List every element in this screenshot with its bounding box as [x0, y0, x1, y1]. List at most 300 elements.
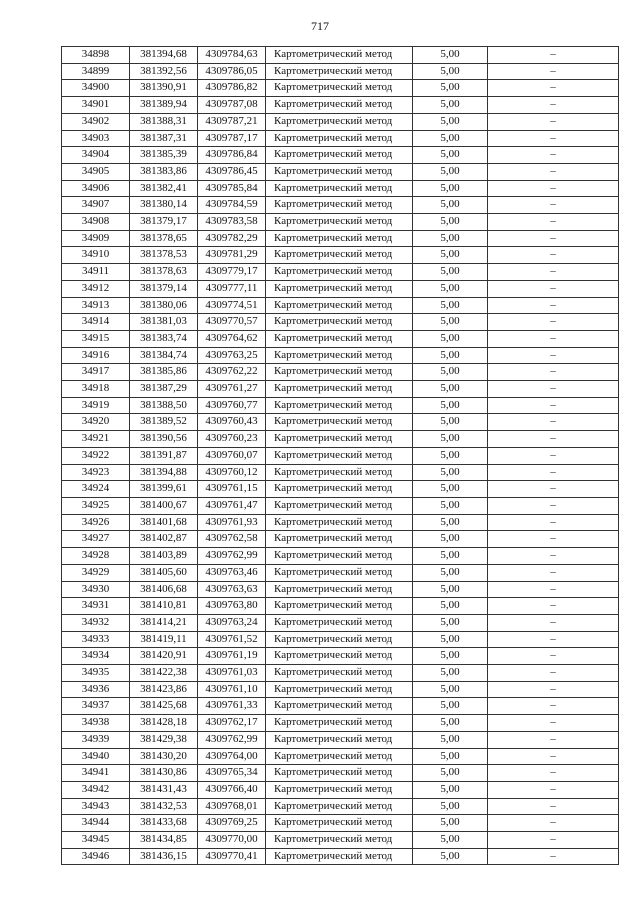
cell-method: Картометрический метод — [266, 514, 413, 531]
table-row — [62, 715, 619, 732]
cell-method: Картометрический метод — [266, 80, 413, 97]
cell-y-coordinate: 4309781,29 — [198, 247, 266, 264]
cell-x-coordinate: 381399,61 — [130, 481, 198, 498]
cell-method: Картометрический метод — [266, 631, 413, 648]
cell-x-coordinate: 381430,20 — [130, 748, 198, 765]
cell-precision: 5,00 — [413, 381, 488, 398]
cell-point-number: 34925 — [62, 497, 130, 514]
cell-y-coordinate: 4309763,80 — [198, 598, 266, 615]
cell-precision: 5,00 — [413, 147, 488, 164]
cell-description: – — [488, 364, 619, 381]
table-row — [62, 765, 619, 782]
cell-precision: 5,00 — [413, 481, 488, 498]
cell-method: Картометрический метод — [266, 481, 413, 498]
cell-method: Картометрический метод — [266, 97, 413, 114]
cell-x-coordinate: 381401,68 — [130, 514, 198, 531]
cell-point-number: 34937 — [62, 698, 130, 715]
cell-precision: 5,00 — [413, 765, 488, 782]
cell-method: Картометрический метод — [266, 832, 413, 849]
cell-x-coordinate: 381390,56 — [130, 431, 198, 448]
cell-x-coordinate: 381387,29 — [130, 381, 198, 398]
cell-description: – — [488, 464, 619, 481]
cell-y-coordinate: 4309764,00 — [198, 748, 266, 765]
cell-y-coordinate: 4309768,01 — [198, 798, 266, 815]
cell-x-coordinate: 381379,17 — [130, 214, 198, 231]
cell-point-number: 34944 — [62, 815, 130, 832]
cell-point-number: 34916 — [62, 347, 130, 364]
cell-method: Картометрический метод — [266, 280, 413, 297]
cell-description: – — [488, 531, 619, 548]
cell-precision: 5,00 — [413, 314, 488, 331]
cell-x-coordinate: 381402,87 — [130, 531, 198, 548]
cell-x-coordinate: 381422,38 — [130, 665, 198, 682]
cell-point-number: 34927 — [62, 531, 130, 548]
cell-y-coordinate: 4309761,15 — [198, 481, 266, 498]
table-row — [62, 748, 619, 765]
cell-precision: 5,00 — [413, 47, 488, 64]
cell-point-number: 34906 — [62, 180, 130, 197]
cell-x-coordinate: 381410,81 — [130, 598, 198, 615]
cell-y-coordinate: 4309761,52 — [198, 631, 266, 648]
table-row — [62, 147, 619, 164]
cell-y-coordinate: 4309786,82 — [198, 80, 266, 97]
cell-point-number: 34908 — [62, 214, 130, 231]
table-row — [62, 397, 619, 414]
cell-x-coordinate: 381429,38 — [130, 731, 198, 748]
cell-description: – — [488, 347, 619, 364]
cell-method: Картометрический метод — [266, 330, 413, 347]
cell-y-coordinate: 4309765,34 — [198, 765, 266, 782]
table-row — [62, 731, 619, 748]
cell-precision: 5,00 — [413, 564, 488, 581]
cell-method: Картометрический метод — [266, 731, 413, 748]
cell-x-coordinate: 381389,52 — [130, 414, 198, 431]
cell-y-coordinate: 4309787,08 — [198, 97, 266, 114]
cell-description: – — [488, 447, 619, 464]
table-row — [62, 180, 619, 197]
table-row — [62, 163, 619, 180]
cell-method: Картометрический метод — [266, 848, 413, 865]
cell-x-coordinate: 381394,88 — [130, 464, 198, 481]
cell-y-coordinate: 4309779,17 — [198, 264, 266, 281]
cell-description: – — [488, 431, 619, 448]
cell-method: Картометрический метод — [266, 47, 413, 64]
table-row — [62, 414, 619, 431]
table-row — [62, 330, 619, 347]
cell-method: Картометрический метод — [266, 364, 413, 381]
cell-y-coordinate: 4309769,25 — [198, 815, 266, 832]
cell-description: – — [488, 798, 619, 815]
cell-point-number: 34898 — [62, 47, 130, 64]
cell-description: – — [488, 614, 619, 631]
cell-method: Картометрический метод — [266, 113, 413, 130]
table-row — [62, 80, 619, 97]
cell-point-number: 34924 — [62, 481, 130, 498]
cell-point-number: 34902 — [62, 113, 130, 130]
cell-x-coordinate: 381434,85 — [130, 832, 198, 849]
cell-description: – — [488, 314, 619, 331]
cell-method: Картометрический метод — [266, 698, 413, 715]
cell-description: – — [488, 665, 619, 682]
cell-method: Картометрический метод — [266, 798, 413, 815]
cell-method: Картометрический метод — [266, 247, 413, 264]
cell-x-coordinate: 381379,14 — [130, 280, 198, 297]
cell-description: – — [488, 214, 619, 231]
table-row — [62, 247, 619, 264]
table-row — [62, 798, 619, 815]
cell-description: – — [488, 47, 619, 64]
cell-method: Картометрический метод — [266, 681, 413, 698]
cell-precision: 5,00 — [413, 63, 488, 80]
cell-precision: 5,00 — [413, 614, 488, 631]
cell-y-coordinate: 4309762,99 — [198, 731, 266, 748]
table-row — [62, 648, 619, 665]
cell-y-coordinate: 4309761,03 — [198, 665, 266, 682]
cell-precision: 5,00 — [413, 815, 488, 832]
cell-y-coordinate: 4309787,21 — [198, 113, 266, 130]
cell-point-number: 34917 — [62, 364, 130, 381]
cell-description: – — [488, 330, 619, 347]
cell-y-coordinate: 4309760,43 — [198, 414, 266, 431]
cell-point-number: 34932 — [62, 614, 130, 631]
cell-x-coordinate: 381378,65 — [130, 230, 198, 247]
cell-description: – — [488, 832, 619, 849]
cell-point-number: 34933 — [62, 631, 130, 648]
cell-point-number: 34922 — [62, 447, 130, 464]
cell-method: Картометрический метод — [266, 815, 413, 832]
cell-method: Картометрический метод — [266, 614, 413, 631]
cell-x-coordinate: 381388,31 — [130, 113, 198, 130]
cell-description: – — [488, 113, 619, 130]
cell-point-number: 34923 — [62, 464, 130, 481]
cell-method: Картометрический метод — [266, 180, 413, 197]
cell-point-number: 34904 — [62, 147, 130, 164]
table-row — [62, 564, 619, 581]
cell-point-number: 34930 — [62, 581, 130, 598]
cell-y-coordinate: 4309774,51 — [198, 297, 266, 314]
cell-point-number: 34915 — [62, 330, 130, 347]
table-row — [62, 481, 619, 498]
cell-precision: 5,00 — [413, 848, 488, 865]
cell-method: Картометрический метод — [266, 447, 413, 464]
cell-description: – — [488, 848, 619, 865]
cell-description: – — [488, 548, 619, 565]
cell-description: – — [488, 731, 619, 748]
table-row — [62, 848, 619, 865]
cell-y-coordinate: 4309786,84 — [198, 147, 266, 164]
table-row — [62, 598, 619, 615]
cell-description: – — [488, 781, 619, 798]
cell-point-number: 34936 — [62, 681, 130, 698]
cell-x-coordinate: 381380,14 — [130, 197, 198, 214]
cell-description: – — [488, 748, 619, 765]
table-row — [62, 347, 619, 364]
table-row — [62, 297, 619, 314]
cell-method: Картометрический метод — [266, 531, 413, 548]
cell-description: – — [488, 163, 619, 180]
cell-point-number: 34910 — [62, 247, 130, 264]
cell-precision: 5,00 — [413, 798, 488, 815]
cell-description: – — [488, 297, 619, 314]
cell-description: – — [488, 147, 619, 164]
cell-x-coordinate: 381378,53 — [130, 247, 198, 264]
cell-precision: 5,00 — [413, 531, 488, 548]
cell-description: – — [488, 715, 619, 732]
cell-precision: 5,00 — [413, 598, 488, 615]
table-row — [62, 214, 619, 231]
cell-y-coordinate: 4309777,11 — [198, 280, 266, 297]
cell-method: Картометрический метод — [266, 431, 413, 448]
table-row — [62, 364, 619, 381]
cell-method: Картометрический метод — [266, 163, 413, 180]
cell-point-number: 34909 — [62, 230, 130, 247]
cell-y-coordinate: 4309785,84 — [198, 180, 266, 197]
cell-method: Картометрический метод — [266, 497, 413, 514]
cell-precision: 5,00 — [413, 264, 488, 281]
cell-point-number: 34903 — [62, 130, 130, 147]
cell-x-coordinate: 381381,03 — [130, 314, 198, 331]
cell-x-coordinate: 381390,91 — [130, 80, 198, 97]
cell-method: Картометрический метод — [266, 564, 413, 581]
table-row — [62, 531, 619, 548]
table-row — [62, 698, 619, 715]
cell-point-number: 34943 — [62, 798, 130, 815]
cell-precision: 5,00 — [413, 464, 488, 481]
cell-precision: 5,00 — [413, 97, 488, 114]
cell-y-coordinate: 4309761,10 — [198, 681, 266, 698]
cell-precision: 5,00 — [413, 247, 488, 264]
table-row — [62, 431, 619, 448]
cell-x-coordinate: 381385,86 — [130, 364, 198, 381]
cell-point-number: 34939 — [62, 731, 130, 748]
cell-description: – — [488, 681, 619, 698]
table-row — [62, 781, 619, 798]
table-row — [62, 464, 619, 481]
cell-y-coordinate: 4309763,63 — [198, 581, 266, 598]
cell-point-number: 34899 — [62, 63, 130, 80]
cell-point-number: 34900 — [62, 80, 130, 97]
cell-point-number: 34941 — [62, 765, 130, 782]
cell-description: – — [488, 280, 619, 297]
cell-x-coordinate: 381382,41 — [130, 180, 198, 197]
cell-y-coordinate: 4309766,40 — [198, 781, 266, 798]
cell-point-number: 34942 — [62, 781, 130, 798]
cell-x-coordinate: 381389,94 — [130, 97, 198, 114]
table-row — [62, 47, 619, 64]
cell-precision: 5,00 — [413, 715, 488, 732]
cell-description: – — [488, 815, 619, 832]
cell-precision: 5,00 — [413, 230, 488, 247]
cell-description: – — [488, 264, 619, 281]
cell-precision: 5,00 — [413, 514, 488, 531]
cell-precision: 5,00 — [413, 781, 488, 798]
cell-description: – — [488, 397, 619, 414]
cell-method: Картометрический метод — [266, 464, 413, 481]
table-row — [62, 665, 619, 682]
cell-y-coordinate: 4309763,24 — [198, 614, 266, 631]
cell-description: – — [488, 581, 619, 598]
cell-y-coordinate: 4309761,33 — [198, 698, 266, 715]
cell-precision: 5,00 — [413, 648, 488, 665]
cell-method: Картометрический метод — [266, 648, 413, 665]
cell-x-coordinate: 381387,31 — [130, 130, 198, 147]
table-row — [62, 631, 619, 648]
cell-point-number: 34921 — [62, 431, 130, 448]
cell-description: – — [488, 197, 619, 214]
cell-x-coordinate: 381383,86 — [130, 163, 198, 180]
cell-method: Картометрический метод — [266, 297, 413, 314]
cell-point-number: 34929 — [62, 564, 130, 581]
cell-precision: 5,00 — [413, 197, 488, 214]
cell-description: – — [488, 63, 619, 80]
cell-method: Картометрический метод — [266, 197, 413, 214]
cell-y-coordinate: 4309761,19 — [198, 648, 266, 665]
cell-point-number: 34931 — [62, 598, 130, 615]
cell-x-coordinate: 381380,06 — [130, 297, 198, 314]
cell-y-coordinate: 4309783,58 — [198, 214, 266, 231]
cell-precision: 5,00 — [413, 731, 488, 748]
cell-y-coordinate: 4309762,58 — [198, 531, 266, 548]
table-row — [62, 113, 619, 130]
cell-precision: 5,00 — [413, 698, 488, 715]
cell-precision: 5,00 — [413, 581, 488, 598]
cell-precision: 5,00 — [413, 414, 488, 431]
cell-precision: 5,00 — [413, 832, 488, 849]
cell-x-coordinate: 381423,86 — [130, 681, 198, 698]
table-row — [62, 447, 619, 464]
cell-method: Картометрический метод — [266, 414, 413, 431]
cell-description: – — [488, 481, 619, 498]
cell-precision: 5,00 — [413, 548, 488, 565]
cell-y-coordinate: 4309782,29 — [198, 230, 266, 247]
cell-x-coordinate: 381406,68 — [130, 581, 198, 598]
cell-description: – — [488, 765, 619, 782]
cell-description: – — [488, 648, 619, 665]
cell-y-coordinate: 4309760,07 — [198, 447, 266, 464]
cell-x-coordinate: 381403,89 — [130, 548, 198, 565]
cell-description: – — [488, 698, 619, 715]
cell-method: Картометрический метод — [266, 147, 413, 164]
cell-description: – — [488, 414, 619, 431]
cell-point-number: 34919 — [62, 397, 130, 414]
cell-method: Картометрический метод — [266, 347, 413, 364]
cell-method: Картометрический метод — [266, 665, 413, 682]
table-row — [62, 381, 619, 398]
cell-x-coordinate: 381383,74 — [130, 330, 198, 347]
table-row — [62, 97, 619, 114]
cell-point-number: 34926 — [62, 514, 130, 531]
cell-precision: 5,00 — [413, 214, 488, 231]
cell-description: – — [488, 598, 619, 615]
cell-precision: 5,00 — [413, 330, 488, 347]
cell-y-coordinate: 4309763,46 — [198, 564, 266, 581]
cell-precision: 5,00 — [413, 180, 488, 197]
cell-point-number: 34905 — [62, 163, 130, 180]
cell-y-coordinate: 4309770,57 — [198, 314, 266, 331]
cell-precision: 5,00 — [413, 748, 488, 765]
cell-method: Картометрический метод — [266, 397, 413, 414]
cell-y-coordinate: 4309770,41 — [198, 848, 266, 865]
cell-method: Картометрический метод — [266, 765, 413, 782]
cell-method: Картометрический метод — [266, 548, 413, 565]
cell-precision: 5,00 — [413, 280, 488, 297]
cell-precision: 5,00 — [413, 681, 488, 698]
table-row — [62, 497, 619, 514]
cell-x-coordinate: 381419,11 — [130, 631, 198, 648]
cell-point-number: 34913 — [62, 297, 130, 314]
cell-y-coordinate: 4309761,93 — [198, 514, 266, 531]
cell-y-coordinate: 4309786,05 — [198, 63, 266, 80]
cell-description: – — [488, 97, 619, 114]
cell-y-coordinate: 4309760,12 — [198, 464, 266, 481]
cell-point-number: 34934 — [62, 648, 130, 665]
cell-precision: 5,00 — [413, 631, 488, 648]
cell-precision: 5,00 — [413, 130, 488, 147]
table-row — [62, 548, 619, 565]
cell-point-number: 34901 — [62, 97, 130, 114]
cell-point-number: 34946 — [62, 848, 130, 865]
cell-x-coordinate: 381378,63 — [130, 264, 198, 281]
table-row — [62, 581, 619, 598]
cell-y-coordinate: 4309762,22 — [198, 364, 266, 381]
cell-method: Картометрический метод — [266, 381, 413, 398]
cell-point-number: 34928 — [62, 548, 130, 565]
cell-method: Картометрический метод — [266, 130, 413, 147]
cell-precision: 5,00 — [413, 497, 488, 514]
cell-y-coordinate: 4309784,63 — [198, 47, 266, 64]
cell-precision: 5,00 — [413, 397, 488, 414]
cell-y-coordinate: 4309770,00 — [198, 832, 266, 849]
table-row — [62, 832, 619, 849]
cell-description: – — [488, 130, 619, 147]
cell-y-coordinate: 4309760,77 — [198, 397, 266, 414]
cell-x-coordinate: 381430,86 — [130, 765, 198, 782]
cell-y-coordinate: 4309787,17 — [198, 130, 266, 147]
coordinates-table-body — [62, 47, 619, 865]
cell-y-coordinate: 4309761,47 — [198, 497, 266, 514]
table-row — [62, 280, 619, 297]
cell-x-coordinate: 381420,91 — [130, 648, 198, 665]
table-row — [62, 264, 619, 281]
cell-description: – — [488, 514, 619, 531]
cell-point-number: 34945 — [62, 832, 130, 849]
page-number: 717 — [311, 19, 329, 33]
table-row — [62, 514, 619, 531]
cell-method: Картометрический метод — [266, 715, 413, 732]
cell-y-coordinate: 4309784,59 — [198, 197, 266, 214]
cell-x-coordinate: 381425,68 — [130, 698, 198, 715]
cell-precision: 5,00 — [413, 364, 488, 381]
cell-description: – — [488, 80, 619, 97]
cell-precision: 5,00 — [413, 297, 488, 314]
cell-precision: 5,00 — [413, 113, 488, 130]
cell-x-coordinate: 381431,43 — [130, 781, 198, 798]
cell-y-coordinate: 4309761,27 — [198, 381, 266, 398]
cell-description: – — [488, 230, 619, 247]
cell-x-coordinate: 381428,18 — [130, 715, 198, 732]
cell-point-number: 34907 — [62, 197, 130, 214]
table-row — [62, 63, 619, 80]
cell-method: Картометрический метод — [266, 230, 413, 247]
cell-description: – — [488, 381, 619, 398]
cell-point-number: 34911 — [62, 264, 130, 281]
cell-x-coordinate: 381391,87 — [130, 447, 198, 464]
table-row — [62, 681, 619, 698]
cell-description: – — [488, 497, 619, 514]
cell-x-coordinate: 381433,68 — [130, 815, 198, 832]
cell-description: – — [488, 247, 619, 264]
cell-precision: 5,00 — [413, 447, 488, 464]
